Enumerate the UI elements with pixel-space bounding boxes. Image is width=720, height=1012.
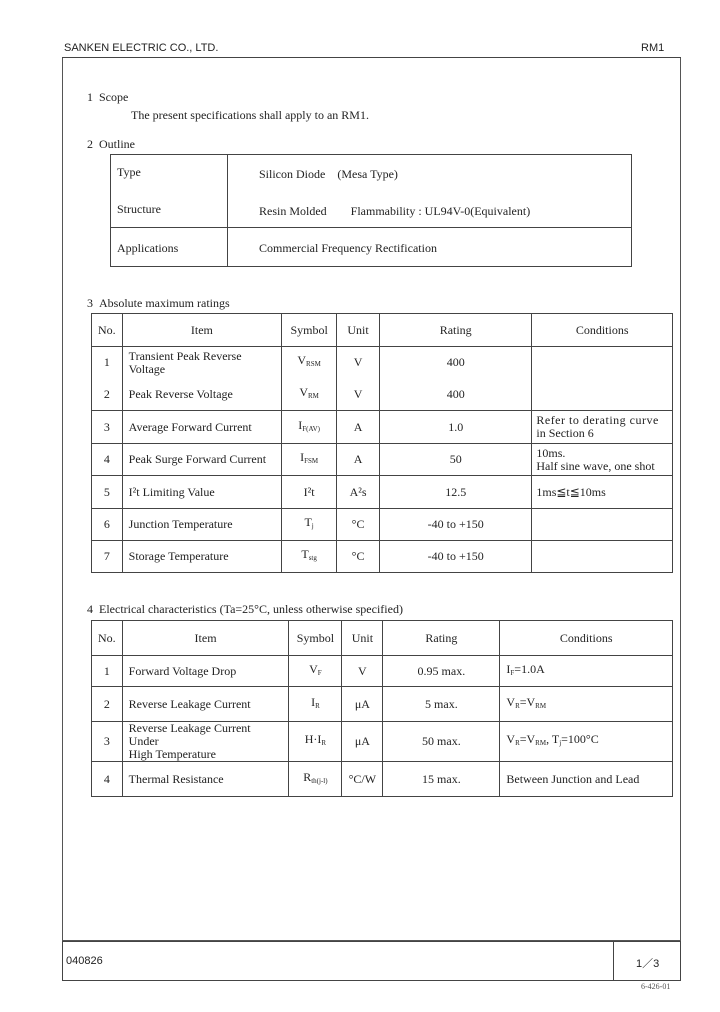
col-rating: Rating [380, 314, 532, 347]
table-row [92, 762, 673, 797]
cell-symbol: $H\cdot I_R$ [289, 722, 342, 762]
footer-left [62, 941, 63, 980]
section-number: 2 [87, 137, 93, 151]
cell-symbol: $V_{RSM}$ [282, 347, 337, 379]
footer-date: 040826 [66, 955, 103, 967]
cell-unit: A²s [337, 476, 380, 509]
cell-rating: -40 to +150 [380, 509, 532, 541]
footer-divider [613, 941, 614, 980]
cell-rating: 400 [380, 347, 532, 379]
cell-no: 7 [92, 541, 123, 573]
cell-symbol: $T_j$ [282, 509, 337, 541]
cell-no: 2 [92, 379, 123, 411]
cell-conditions [532, 541, 673, 573]
cell-item: Reverse Leakage Current Under High Temperature [122, 722, 289, 762]
col-no: No. [92, 314, 123, 347]
cell-rating: 50 [380, 444, 532, 476]
cell-conditions [532, 509, 673, 541]
cell-symbol: $T_{stg}$ [282, 541, 337, 573]
footer-page: 1／3 [636, 958, 660, 970]
header-rule [62, 57, 681, 58]
cell-rating: 15 max. [383, 762, 500, 797]
scope-text: The present specifications shall apply to an RM1. [131, 108, 369, 122]
cell-symbol: $V_{RM}$ [282, 379, 337, 411]
cell-conditions: $I_F=1.0A$ [500, 656, 673, 687]
cell-unit: μA [342, 687, 383, 722]
outline-label-applications: Applications [117, 241, 179, 255]
table-row [92, 444, 673, 476]
cell-rating: 5 max. [383, 687, 500, 722]
table-row [92, 722, 673, 762]
col-item: Item [122, 314, 281, 347]
outline-value-type: Silicon Diode (Mesa Type) [259, 167, 398, 181]
cell-unit: A [337, 411, 380, 444]
section-number: 3 [87, 296, 93, 310]
cell-conditions: $V_R=V_{RM}$, $T_j=100^\circ C$ [500, 722, 673, 762]
electrical-table [91, 620, 673, 797]
cell-no: 4 [92, 762, 123, 797]
cell-no: 6 [92, 509, 123, 541]
table-row [92, 347, 673, 379]
cell-unit: °C [337, 541, 380, 573]
cell-conditions [532, 347, 673, 379]
section-number: 1 [87, 90, 93, 104]
cell-symbol: $I_{FSM}$ [282, 444, 337, 476]
section-title: Electrical characteristics (Ta=25°C, unless otherwise specified) [99, 602, 403, 616]
cell-unit: A [337, 444, 380, 476]
cell-unit: V [337, 347, 380, 379]
model-name: RM1 [641, 42, 665, 54]
col-unit: Unit [337, 314, 380, 347]
col-unit: Unit [342, 621, 383, 656]
cell-rating: 1.0 [380, 411, 532, 444]
cell-item: Storage Temperature [122, 541, 281, 573]
footer-right [680, 941, 681, 980]
section-2-heading [87, 137, 135, 152]
section-4-heading [87, 602, 403, 617]
cell-conditions: Refer to derating curve in Section 6 [532, 411, 673, 444]
cell-conditions: $V_R=V_{RM}$ [500, 687, 673, 722]
cell-no: 3 [92, 411, 123, 444]
cell-no: 1 [92, 347, 123, 379]
col-item: Item [122, 621, 289, 656]
cell-item: Junction Temperature [122, 509, 281, 541]
cell-symbol: $V_F$ [289, 656, 342, 687]
cell-item: I²t Limiting Value [122, 476, 281, 509]
cell-conditions [532, 379, 673, 411]
table-row [92, 509, 673, 541]
table-header-row [92, 314, 673, 347]
cell-symbol: I²t [282, 476, 337, 509]
ratings-table [91, 313, 673, 573]
col-no: No. [92, 621, 123, 656]
cell-rating: 12.5 [380, 476, 532, 509]
col-symbol: Symbol [289, 621, 342, 656]
cell-symbol: $R_{th(j-l)}$ [289, 762, 342, 797]
cell-item: Transient Peak Reverse Voltage [122, 347, 281, 379]
footer-bottom [62, 980, 681, 981]
outline-rule [110, 227, 632, 228]
cell-symbol: $I_R$ [289, 687, 342, 722]
cell-rating: 400 [380, 379, 532, 411]
cell-unit: °C [337, 509, 380, 541]
table-header-row [92, 621, 673, 656]
cell-item: Reverse Leakage Current [122, 687, 289, 722]
cell-item: Average Forward Current [122, 411, 281, 444]
section-title: Scope [99, 90, 129, 104]
cell-no: 3 [92, 722, 123, 762]
cell-item: Forward Voltage Drop [122, 656, 289, 687]
cell-unit: V [342, 656, 383, 687]
col-conditions: Conditions [500, 621, 673, 656]
cell-rating: 50 max. [383, 722, 500, 762]
footer-rule [62, 941, 681, 942]
table-row [92, 476, 673, 509]
section-title: Absolute maximum ratings [99, 296, 230, 310]
cell-no: 1 [92, 656, 123, 687]
cell-unit: μA [342, 722, 383, 762]
table-row [92, 379, 673, 411]
col-symbol: Symbol [282, 314, 337, 347]
cell-conditions: Between Junction and Lead [500, 762, 673, 797]
cell-rating: 0.95 max. [383, 656, 500, 687]
cell-conditions: 10ms. Half sine wave, one shot [532, 444, 673, 476]
col-conditions: Conditions [532, 314, 673, 347]
cell-item: Peak Reverse Voltage [122, 379, 281, 411]
table-row [92, 656, 673, 687]
company-name: SANKEN ELECTRIC CO., LTD. [64, 42, 219, 54]
table-row [92, 541, 673, 573]
cell-item: Peak Surge Forward Current [122, 444, 281, 476]
outline-divider [227, 154, 228, 267]
cell-no: 2 [92, 687, 123, 722]
col-rating: Rating [383, 621, 500, 656]
cell-unit: V [337, 379, 380, 411]
section-1-heading [87, 90, 128, 105]
cell-no: 4 [92, 444, 123, 476]
table-row [92, 411, 673, 444]
cell-rating: -40 to +150 [380, 541, 532, 573]
table-row [92, 687, 673, 722]
cell-no: 5 [92, 476, 123, 509]
footer-code: 6-426-01 [641, 982, 671, 991]
cell-item: Thermal Resistance [122, 762, 289, 797]
outline-value-structure: Resin Molded Flammability : UL94V-0(Equivalent) [259, 204, 531, 218]
outline-value-applications: Commercial Frequency Rectification [259, 241, 437, 255]
section-number: 4 [87, 602, 93, 616]
cell-conditions: 1ms≦t≦10ms [532, 476, 673, 509]
section-title: Outline [99, 137, 135, 151]
cell-unit: °C/W [342, 762, 383, 797]
outline-label-type: Type [117, 165, 141, 179]
section-3-heading [87, 296, 230, 311]
cell-symbol: $I_{F(AV)}$ [282, 411, 337, 444]
outline-label-structure: Structure [117, 202, 161, 216]
